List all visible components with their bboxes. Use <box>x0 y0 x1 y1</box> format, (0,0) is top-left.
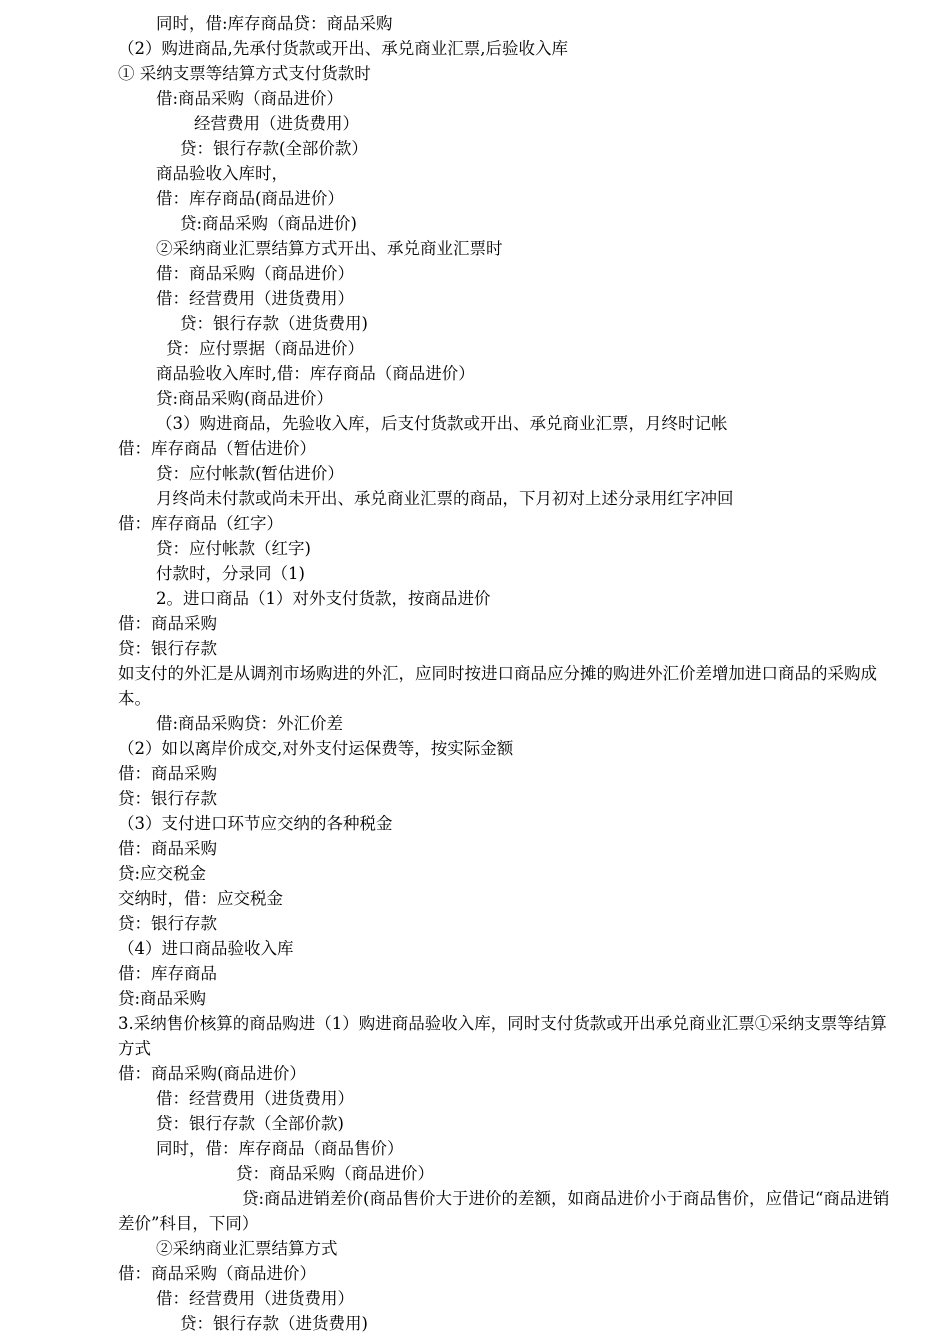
text-line: 2。进口商品（1）对外支付货款，按商品进价 <box>156 589 491 608</box>
text-line: 借：经营费用（进货费用） <box>156 1289 354 1308</box>
text-line: 商品验收入库时， <box>156 164 288 183</box>
text-line: ① 采纳支票等结算方式支付货款时 <box>118 64 371 83</box>
text-paragraph: 3.采纳售价核算的商品购进（1）购进商品验收入库，同时支付货款或开出承兑商业汇票①采纳支票等结算方式 <box>118 1014 887 1058</box>
text-line: （3）购进商品，先验收入库，后支付货款或开出、承兑商业汇票，月终时记帐 <box>156 414 728 433</box>
text-line: 贷：银行存款（全部价款) <box>156 1114 344 1133</box>
text-line: 商品验收入库时,借：库存商品（商品进价） <box>156 364 475 383</box>
text-line: 借：经营费用（进货费用） <box>156 1089 354 1108</box>
text-line: 借：商品采购(商品进价） <box>118 1064 306 1083</box>
text-line: 贷：银行存款 <box>118 789 217 808</box>
text-line: 贷:应交税金 <box>118 864 207 883</box>
text-line: 贷：银行存款(全部价款） <box>180 139 368 158</box>
text-line: （2）购进商品,先承付货款或开出、承兑商业汇票,后验收入库 <box>118 39 568 58</box>
text-line: 贷：商品采购（商品进价） <box>236 1164 434 1183</box>
text-line: 借：商品采购（商品进价） <box>156 264 354 283</box>
text-line: 借:商品采购（商品进价） <box>156 89 344 108</box>
text-line: （2）如以离岸价成交,对外支付运保费等，按实际金额 <box>118 739 514 758</box>
text-line: 借：库存商品（红字） <box>118 514 283 533</box>
text-line: 贷：应付帐款（红字) <box>156 539 311 558</box>
text-line: ②采纳商业汇票结算方式 <box>156 1239 338 1258</box>
text-line: 借：商品采购 <box>118 839 217 858</box>
text-line: 贷：银行存款（进货费用) <box>180 314 368 333</box>
text-line: （4）进口商品验收入库 <box>118 939 294 958</box>
text-line: 贷：应付票据（商品进价） <box>166 339 364 358</box>
text-line: 借：经营费用（进货费用） <box>156 289 354 308</box>
text-line: 付款时，分录同（1) <box>156 564 305 583</box>
text-line: 借：库存商品(商品进价） <box>156 189 344 208</box>
text-line: 贷:商品采购 <box>118 989 207 1008</box>
text-line: 同时，借:库存商品贷：商品采购 <box>156 14 393 33</box>
text-line: 借：库存商品（暂估进价） <box>118 439 316 458</box>
text-line: 借：商品采购 <box>118 764 217 783</box>
text-line: 借:商品采购贷：外汇价差 <box>156 714 344 733</box>
text-line: 借：库存商品 <box>118 964 217 983</box>
text-line: ②采纳商业汇票结算方式开出、承兑商业汇票时 <box>156 239 503 258</box>
text-line: 贷：银行存款（进货费用) <box>180 1314 368 1333</box>
text-line: 同时，借：库存商品（商品售价） <box>156 1139 404 1158</box>
text-line: （3）支付进口环节应交纳的各种税金 <box>118 814 393 833</box>
text-line: 借：商品采购（商品进价） <box>118 1264 316 1283</box>
text-line: 贷:商品采购(商品进价） <box>156 389 333 408</box>
text-line: 贷：银行存款 <box>118 639 217 658</box>
text-line: 贷：应付帐款(暂估进价） <box>156 464 344 483</box>
text-paragraph: 贷:商品进销差价(商品售价大于进价的差额，如商品进价小于商品售价，应借记“商品进销差价”科目，下同） <box>118 1189 890 1233</box>
text-line: 月终尚未付款或尚未开出、承兑商业汇票的商品，下月初对上述分录用红字冲回 <box>156 489 734 508</box>
text-line: 借：商品采购 <box>118 614 217 633</box>
text-line: 贷：银行存款 <box>118 914 217 933</box>
text-line: 经营费用（进货费用） <box>194 114 359 133</box>
text-line: 贷:商品采购（商品进价) <box>180 214 357 233</box>
text-paragraph: 如支付的外汇是从调剂市场购进的外汇，应同时按进口商品应分摊的购进外汇价差增加进口商品的采购成本。 <box>118 664 877 708</box>
text-line: 交纳时，借：应交税金 <box>118 889 283 908</box>
